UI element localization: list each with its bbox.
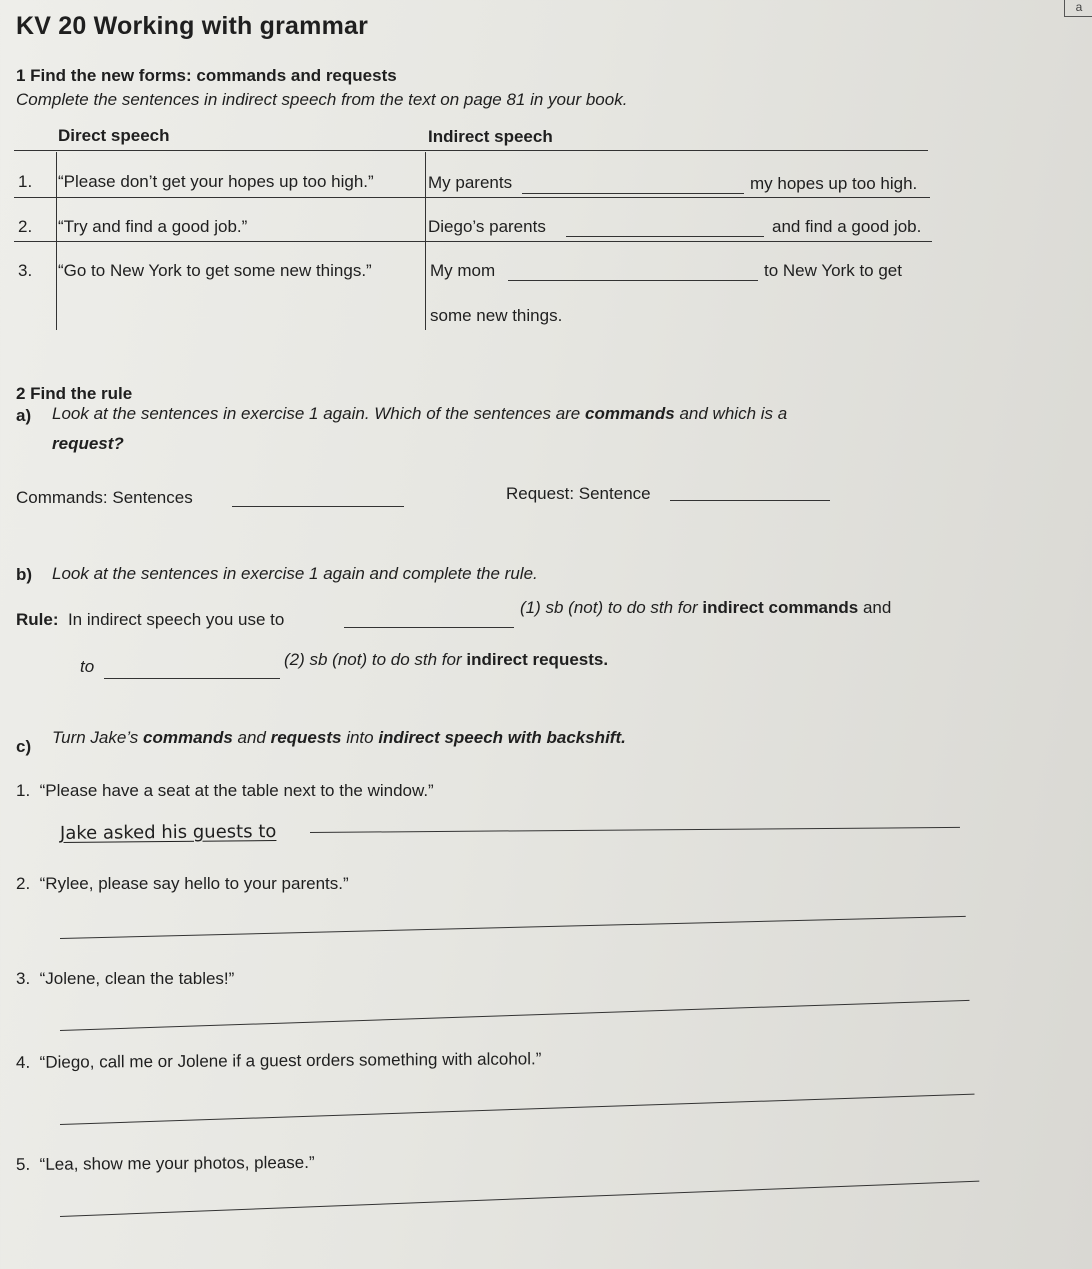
item-4: 4. “Diego, call me or Jolene if a guest orders something with alcohol.”	[15, 1049, 542, 1072]
commands-blank[interactable]	[232, 506, 404, 507]
page-title: KV 20 Working with grammar	[16, 12, 369, 40]
indirect-cont-3: some new things.	[430, 306, 563, 325]
corner-mark: a	[1064, 0, 1092, 17]
row-number: 3.	[18, 261, 33, 280]
col-header-direct: Direct speech	[58, 126, 170, 145]
answer-line-1[interactable]	[310, 827, 960, 833]
answer-line-5[interactable]	[60, 1181, 979, 1217]
request-label: Request: Sentence	[506, 484, 651, 503]
part-a-text: Look at the sentences in exercise 1 again. Which of the sentences are commands and which is a	[52, 404, 788, 423]
indirect-start-1: My parents	[428, 173, 513, 192]
ex1-heading: 1 Find the new forms: commands and requests	[16, 66, 397, 85]
rule-line-1-end: (1) sb (not) to do sth for indirect commands and	[520, 598, 892, 617]
answer-line-3[interactable]	[60, 1000, 970, 1031]
request-blank[interactable]	[670, 500, 830, 501]
blank-3[interactable]	[508, 280, 758, 281]
answer-line-4[interactable]	[60, 1094, 975, 1125]
direct-speech-3: “Go to New York to get some new things.”	[58, 261, 372, 280]
direct-speech-1: “Please don’t get your hopes up too high.”	[58, 172, 374, 191]
rule-blank-1[interactable]	[344, 627, 514, 628]
item-1: 1. “Please have a seat at the table next to the window.”	[16, 781, 434, 800]
indirect-start-3: My mom	[430, 261, 496, 280]
item-5: 5. “Lea, show me your photos, please.”	[15, 1152, 315, 1174]
col-header-indirect: Indirect speech	[428, 127, 553, 146]
row-number: 2.	[18, 217, 33, 236]
ex2-heading: 2 Find the rule	[16, 384, 133, 403]
rule-line-1: Rule: In indirect speech you use to	[16, 610, 285, 629]
item-3: 3. “Jolene, clean the tables!”	[16, 969, 235, 988]
rule-blank-2[interactable]	[104, 678, 280, 679]
answer-line-2[interactable]	[60, 916, 966, 939]
item-2: 2. “Rylee, please say hello to your parents.”	[16, 874, 349, 893]
rule-to: to	[80, 657, 95, 676]
blank-1[interactable]	[522, 193, 744, 194]
part-a-text-2: request?	[52, 434, 124, 453]
indirect-end-1: my hopes up too high.	[750, 174, 918, 193]
commands-label: Commands: Sentences	[16, 488, 193, 507]
rule-line-2-end: (2) sb (not) to do sth for indirect requests.	[284, 650, 609, 669]
indirect-end-3: to New York to get	[764, 261, 902, 280]
answer-1-handwriting: Jake asked his guests to	[59, 821, 277, 844]
direct-speech-2: “Try and find a good job.”	[58, 217, 248, 236]
indirect-start-2: Diego’s parents	[428, 217, 546, 236]
part-b-label: b)	[16, 565, 33, 584]
part-a-label: a)	[16, 406, 32, 425]
indirect-end-2: and find a good job.	[772, 217, 922, 236]
ex1-instruction: Complete the sentences in indirect speech from the text on page 81 in your book.	[16, 90, 628, 109]
part-c-label: c)	[16, 737, 32, 756]
row-number: 1.	[18, 172, 33, 191]
part-b-text: Look at the sentences in exercise 1 again and complete the rule.	[52, 564, 538, 583]
part-c-text: Turn Jake’s commands and requests into indirect speech with backshift.	[52, 728, 626, 747]
blank-2[interactable]	[566, 236, 764, 237]
